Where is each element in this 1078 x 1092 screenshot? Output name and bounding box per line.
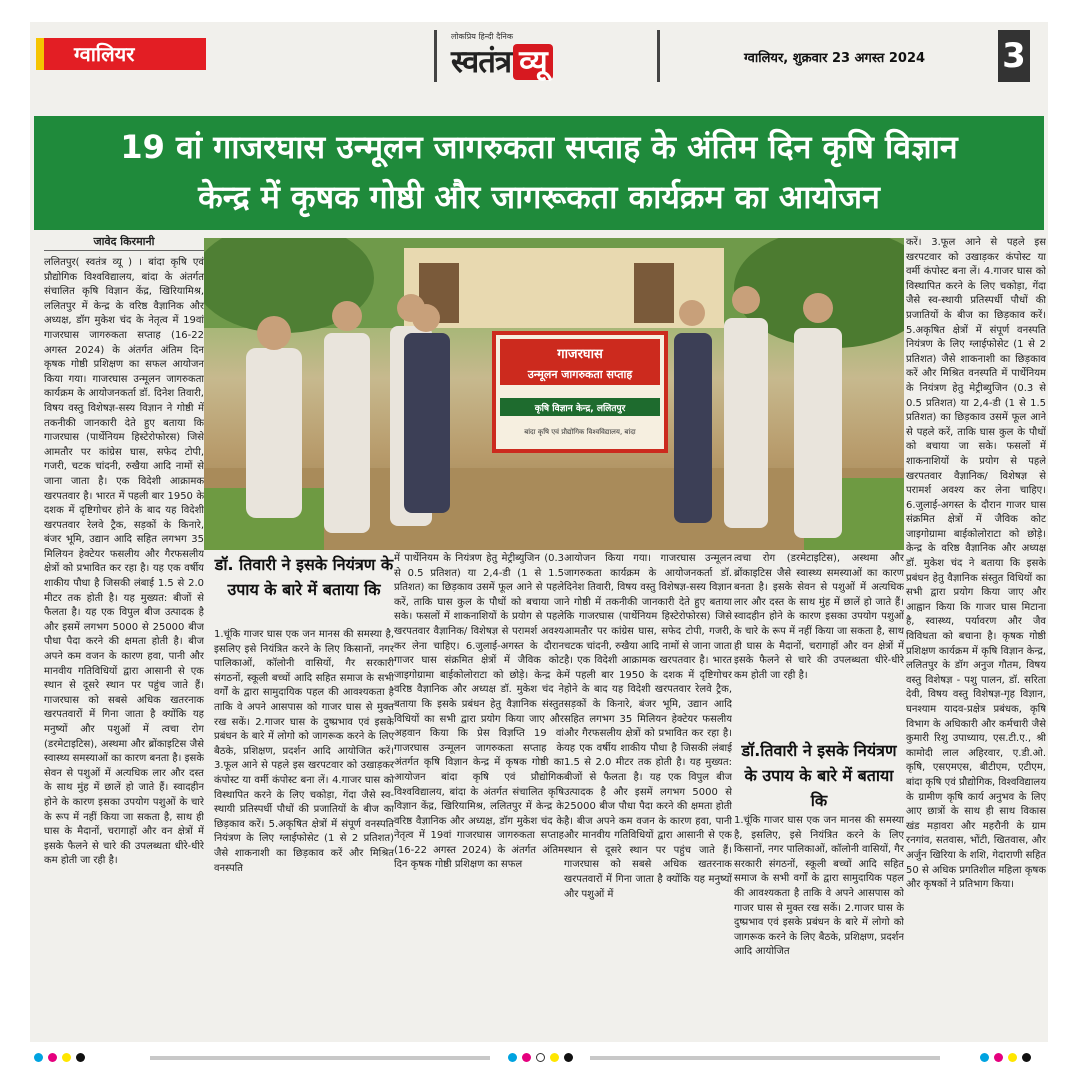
event-photo [204, 238, 904, 550]
yellow-dot-right [1008, 1053, 1017, 1062]
byline: जावेद किरमानी [93, 235, 155, 248]
headline [34, 116, 1044, 230]
registration-rule-left [150, 1056, 490, 1060]
article-column-5-top: त्वचा रोग (डरमेटाइटिस), अस्थमा और ब्रोंकाइटिस जैसे स्वास्थ्य समस्याओं का कारण बनता है। इसके सेवन से पशुओं में अत्यधिक लार और दस्त के साथ मुंह में छालें हो जाते हैं। स्वादहीन होने के कारण इसका उपयोग पशुओं के चारे के रूप में नहीं किया जा सकता है, साथ ही घास के मैदानों, चरागाहों और वन क्षेत्रों में इसके फैलने से चारे की उपलब्धता धीरे-धीरे कम होती जा रही है। [734, 553, 904, 681]
banner-title-line-2: उन्मूलन जागरुकता सप्ताह [527, 368, 633, 381]
city-tab [36, 38, 206, 70]
subhead-control-measures-2: डॉ.तिवारी ने इसके नियंत्रण के उपाय के बारे में बताया कि [741, 741, 897, 810]
city-name: ग्वालियर [74, 42, 135, 66]
yellow-dot [62, 1053, 71, 1062]
article-column-3: में पार्थेनियम के नियंत्रण हेतु मेट्रीब्युजिन (0.3 से 0.5 प्रतिशत) या 2,4-डी (1 से 1.5 प्रतिशत) का छिड़काव उसमें फूल आने से पहले करें, ताकि घास कुल के पौधों को बचाया जा सके। फसलों में शाकनाशियों के प्रयोग से पहले खरपतवार वैज्ञानिक/ विशेषज्ञ से परामर्श अवश्य कर लेना चाहिए। 6.जुलाई-अगस्त के दौरान गाजर घास संक्रमित क्षेत्रों में जैविक कोट जाइगोग्रामा बाईकोलोराटा को छोड़े। केन्द्र के वरिष्ठ वैज्ञानिक और अध्यक्ष डॉ. मुकेश चंद ने बताया कि इसके प्रबंधन हेतु वैज्ञानिक संस्तुत विधियों का सभी द्वारा प्रयोग किया जाए और अहवान किया कि प्रेस विज्ञप्ति 19 वां गाजरघास उन्मूलन जागरुकता सप्ताह के अंतर्गत कृषि विज्ञान केन्द्र में कृषक गोष्ठी का आयोजन बांदा कृषि एवं प्रौद्योगिक विश्वविद्यालय, बांदा के अंतर्गत संचालित कृषि विज्ञान केंद्र, खिरियामिश्र, ललितपुर में केन्द्र के वरिष्ठ वैज्ञानिक और अध्यक्ष, डॉग मुकेश चंद के नेतृत्व में 19वां गाजरघास जागरुकता सप्ताह (16-22 अगस्त 2024) के अंतर्गत अंतिम दिन कृषक गोष्ठी प्रशिक्षण का सफल [394, 553, 564, 871]
banner-sub: बांदा कृषि एवं प्रौद्योगिक विश्वविद्यालय, बांदा [524, 428, 636, 436]
article-column-2: 1.चूंकि गाजर घास एक जन मानस की समस्या है, इसलिए इसे नियंत्रित करने के लिए किसानों, नगर पालिकाओं, कॉलोनी वासियों, गैर सरकारी संगठनों, स्कूली बच्चों आदि सहित समाज के सभी वर्गों के द्वारा सामुदायिक पहल की आवश्यकता है ताकि वे अपने आसपास को गाजर घास से मुक्त रख सकें। 2.गाजर घास के दुष्प्रभाव एवं इसके प्रबंधन के बारे में लोगो को जागरूक करने के लिए बैठके, प्रशिक्षण, प्रदर्शन आदि आयोजित करें। 3.फूल आने से पहले इस खरपटवार को उखाड़कर कंपोस्ट या वर्मी कंपोस्ट बना लें। 4.गाजर घास को विस्थापित करने के लिए चकोड़ा, गेंदा जैसे स्व-स्थायी प्रतिस्पर्धी पौधों की प्रजातियों के बीज का छिड़काव करें। 5.अकृषित क्षेत्रों में संपूर्ण वनस्पति नियंत्रण के लिए ग्लाईफोसेट (1 से 2 प्रतिशत) जैसे शाकनाशी का छिड़काव करें और मिश्रित वनस्पति [214, 629, 394, 874]
cyan-dot-center [508, 1053, 517, 1062]
city-tab-strip [36, 38, 44, 70]
print-registration-bar [30, 1050, 1048, 1064]
newspaper-page [30, 22, 1048, 1042]
newspaper-logo [434, 30, 660, 82]
issue-date: ग्वालियर, शुक्रवार 23 अगस्त 2024 [744, 51, 926, 66]
magenta-dot-center [522, 1053, 531, 1062]
cyan-dot-right [980, 1053, 989, 1062]
banner-title-line: गाजरघास [557, 347, 603, 362]
magenta-dot-right [994, 1053, 1003, 1062]
article-column-6: करें। 3.फूल आने से पहले इस खरपटवार को उखाड़कर कंपोस्ट या वर्मी कंपोस्ट बना लें। 4.गाजर घास को विस्थापित करने के लिए चकोड़ा, गेंदा जैसे स्व-स्थायी प्रतिस्पर्धी पौधों की प्रजातियों के बीज का छिड़काव करें। 5.अकृषित क्षेत्रों में संपूर्ण वनस्पति नियंत्रण के लिए ग्लाईफोसेट (1 से 2 प्रतिशत) जैसे शाकनाशी का छिड़काव करें और मिश्रित वनस्पति में पार्थेनियम के नियंत्रण हेतु मेट्रीब्युजिन (0.3 से 0.5 प्रतिशत) या 2,4-डी (1 से 1.5 प्रतिशत) का छिड़काव उसमें फूल आने से पहले करें, ताकि घास कुल के पौधों को बचाया जा सके। फसलों में शाकनाशियों के प्रयोग से पहले खरपतवार वैज्ञानिक/ विशेषज्ञ से परामर्श अवश्य कर लेना चाहिए। 6.जुलाई-अगस्त के दौरान गाजर घास संक्रमित क्षेत्रों में जैविक कोट जाइगोग्रामा बाईकोलोराटा को छोड़े। केन्द्र के वरिष्ठ वैज्ञानिक और अध्यक्ष डॉ. मुकेश चंद ने बताया कि इसके प्रबंधन हेतु वैज्ञानिक संस्तुत विधियों का सभी द्वारा प्रयोग किया जाए और आह्वान किया कि गाजर घास मिटाना है, स्वास्थ्य, पर्यावरण और जैव विविधता को बचाना है। कृषक गोष्ठी प्रशिक्षण कार्यक्रम में कृषि विज्ञान केन्द्र, ललितपुर के डॉग अनुज गौतम, विषय वस्तु विशेषज्ञ - पशु पालन, डॉ. सरिता देवी, विषय वस्तु विशेषज्ञ-गृह विज्ञान, घनश्याम यादव-प्रक्षेत्र प्रबंधक, कृषि विभाग के अधिकारी और कर्मचारी जैसे कुमारी रिशु उपाध्याय, एस.टी.ए., श्री कामोदी लाल अहिरवार, ए.डी.ओ. कृषि, एसएमएस, बीटीएम, एटीएम, बांदा कृषि एवं प्रौद्योगिक, विश्वविद्यालय के ग्रामीण कृषि कार्य अनुभव के लिए आए छात्रों के साथ ही साथ विकास खंड मड़ावरा और महरौनी के ग्राम रनगांव, सतवास, भोंटी, खितवास, और अर्जुन खिरिया के शशि, गेदाराणी सहित 50 से अधिक प्रगतिशील महिला कृषक और कृषकों ने प्रतिभाग किया। [906, 237, 1046, 891]
magenta-dot [48, 1053, 57, 1062]
logo-tagline: लोकप्रिय हिन्दी दैनिक [451, 32, 514, 41]
black-dot [76, 1053, 85, 1062]
masthead [30, 30, 1048, 82]
article-column-1: ललितपुर( स्वतंत्र व्यू ) । बांदा कृषि एवं प्रौद्योगिक विश्वविद्यालय, बांदा के अंतर्गत संचालित कृषि विज्ञान केंद्र, खिरियामिश्र, ललितपुर में केन्द्र के वरिष्ठ वैज्ञानिक और अध्यक्ष, डॉग मुकेश चंद के नेतृत्व में 19वां गाजरघास जागरुकता सप्ताह (16-22 अगस्त 2024) के अंतर्गत अंतिम दिन कृषक गोष्ठी प्रशिक्षण का सफल आयोजन किया गया। गाजरघास उन्मूलन जागरुकता कार्यक्रम के आयोजनकर्ता डॉ. दिनेश तिवारी, विषय वस्तु विशेषज्ञ-सस्य विज्ञान ने गोष्ठी में तकनीकी जानकारी देते हुए बताया कि गाजरघास (पार्थेनियम हिस्टेरोफोरस) जिसे आमतौर पर कांग्रेस घास, सफेद टोपी, गजरी, चटक चांदनी, रुखैया आदि नामों से जाना जाता है। एक विदेशी आक्रामक खरपतवार है। भारत में पहली बार 1950 के दशक में दृष्टिगोचर होने के बाद यह विदेशी खरपतवार रेलवे ट्रैक, सड़कों के किनारे, बंजर भूमि, उद्यान आदि सहित लगभग 35 मिलियन हेक्टेयर फसलीय और गैरफसलीय क्षेत्रों को प्रभावित कर रहा है। यह एक वर्षीय शाकीय पौधा है जिसकी लंबाई 1.5 से 2.0 मीटर तक होती है। यह मुख्यत: बीजों से फैलता है। यह एक विपुल बीज उत्पादक है और इसमें लगभग 5000 से 25000 बीज पौधा पैदा करने की क्षमता होती है। बीज अपने कम वजन के कारण हवा, पानी और मानवीय गतिविधियों द्वारा आसानी से एक स्थान से दूसरे स्थान पर पहुंच जाते हैं।गाजरघास को सबसे अधिक खतरनाक खरपतवारों में गिना जाता है क्योंकि यह मनुष्यों और पशुओं में त्वचा रोग (डरमेटाइटिस), अस्थमा और ब्रोंकाइटिस जैसे स्वास्थ्य समस्याओं का कारण बनता है। इसके सेवन से पशुओं में अत्यधिक लार और दस्त के साथ मुंह में छालें हो जाते हैं। स्वादहीन होने के कारण इसका उपयोग पशुओं के चारे के रूप में नहीं किया जा सकता है, साथ ही घास के मैदानों, चरागाहों और वन क्षेत्रों में इसके फैलने से चारे की उपलब्धता धीरे-धीरे कम होती जा रही है। [44, 257, 204, 867]
black-dot-right [1022, 1053, 1031, 1062]
banner-org: कृषि विज्ञान केन्द्र, ललितपुर [534, 404, 626, 414]
black-dot-center [564, 1053, 573, 1062]
yellow-dot-center [550, 1053, 559, 1062]
headline-line-1: 19 वां गाजरघास उन्मूलन जागरुकता सप्ताह के अंतिम दिन कृषि विज्ञान [120, 128, 958, 166]
event-photo-illustration [204, 238, 904, 550]
article-column-5-bottom: 1.चूंकि गाजर घास एक जन मानस की समस्या है, इसलिए, इसे नियंत्रित करने के लिए किसानों, नगर पालिकाओं, कॉलोनी वासियों, गैर सरकारी संगठनों, स्कूली बच्चों आदि सहित समाज के सभी वर्गों के द्वारा सामुदायिक पहल की आवश्यकता है ताकि वे अपने आसपास को गाजर घास से मुक्त रख सकें। 2.गाजर घास के दुष्प्रभाव एवं इसके प्रबंधन के बारे में लोगो को जागरूक करने के लिए बैठके, प्रशिक्षण, प्रदर्शन आदि आयोजित [734, 815, 904, 958]
logo-part-2: व्यू [513, 44, 553, 80]
subhead-control-measures-1: डॉ. तिवारी ने इसके नियंत्रण के उपाय के बारे में बताया कि [214, 555, 394, 599]
headline-line-2: केन्द्र में कृषक गोष्ठी और जागरूकता कार्यक्रम का आयोजन [198, 178, 880, 216]
byline-rule [44, 250, 204, 251]
logo-wordmark [451, 40, 553, 82]
logo-part-1: स्वतंत्र [451, 44, 512, 80]
page-number: 3 [998, 30, 1030, 82]
registration-rule-right [590, 1056, 940, 1060]
cyan-dot [34, 1053, 43, 1062]
article-column-4: आयोजन किया गया। गाजरघास उन्मूलन जागरुकता कार्यक्रम के आयोजनकर्ता डॉ. दिनेश तिवारी, विषय वस्तु विशेषज्ञ-सस्य विज्ञान ने गोष्ठी में तकनीकी जानकारी देते हुए बताया कि गाजरघास (पार्थेनियम हिस्टेरोफोरस) जिसे आमतौर पर कांग्रेस घास, सफेद टोपी, गजरी, चटक चांदनी, रुखैया आदि नामों से जाना जाता है। एक विदेशी आक्रामक खरपतवार है। भारत में पहली बार 1950 के दशक में दृष्टिगोचर होने के बाद यह विदेशी खरपतवार रेलवे ट्रैक, सड़कों के किनारे, बंजर भूमि, उद्यान आदि सहित लगभग 35 मिलियन हेक्टेयर फसलीय और गैरफसलीय क्षेत्रों को प्रभावित कर रहा है। यह एक वर्षीय शाकीय पौधा है जिसकी लंबाई 1.5 से 2.0 मीटर तक होती है। यह मुख्यत: बीजों से फैलता है। यह एक विपुल बीज उत्पादक है और इसमें लगभग 5000 से 25000 बीज पौधा पैदा करने की क्षमता होती है। बीज अपने कम वजन के कारण हवा, पानी और मानवीय गतिविधियों द्वारा आसानी से एक स्थान से दूसरे स्थान पर पहुंच जाते हैं। गाजरघास को सबसे अधिक खतरनाक खरपतवारों में गिना जाता है क्योंकि यह मनुष्यों और पशुओं में [564, 553, 732, 900]
crosshair-mark [536, 1053, 545, 1062]
